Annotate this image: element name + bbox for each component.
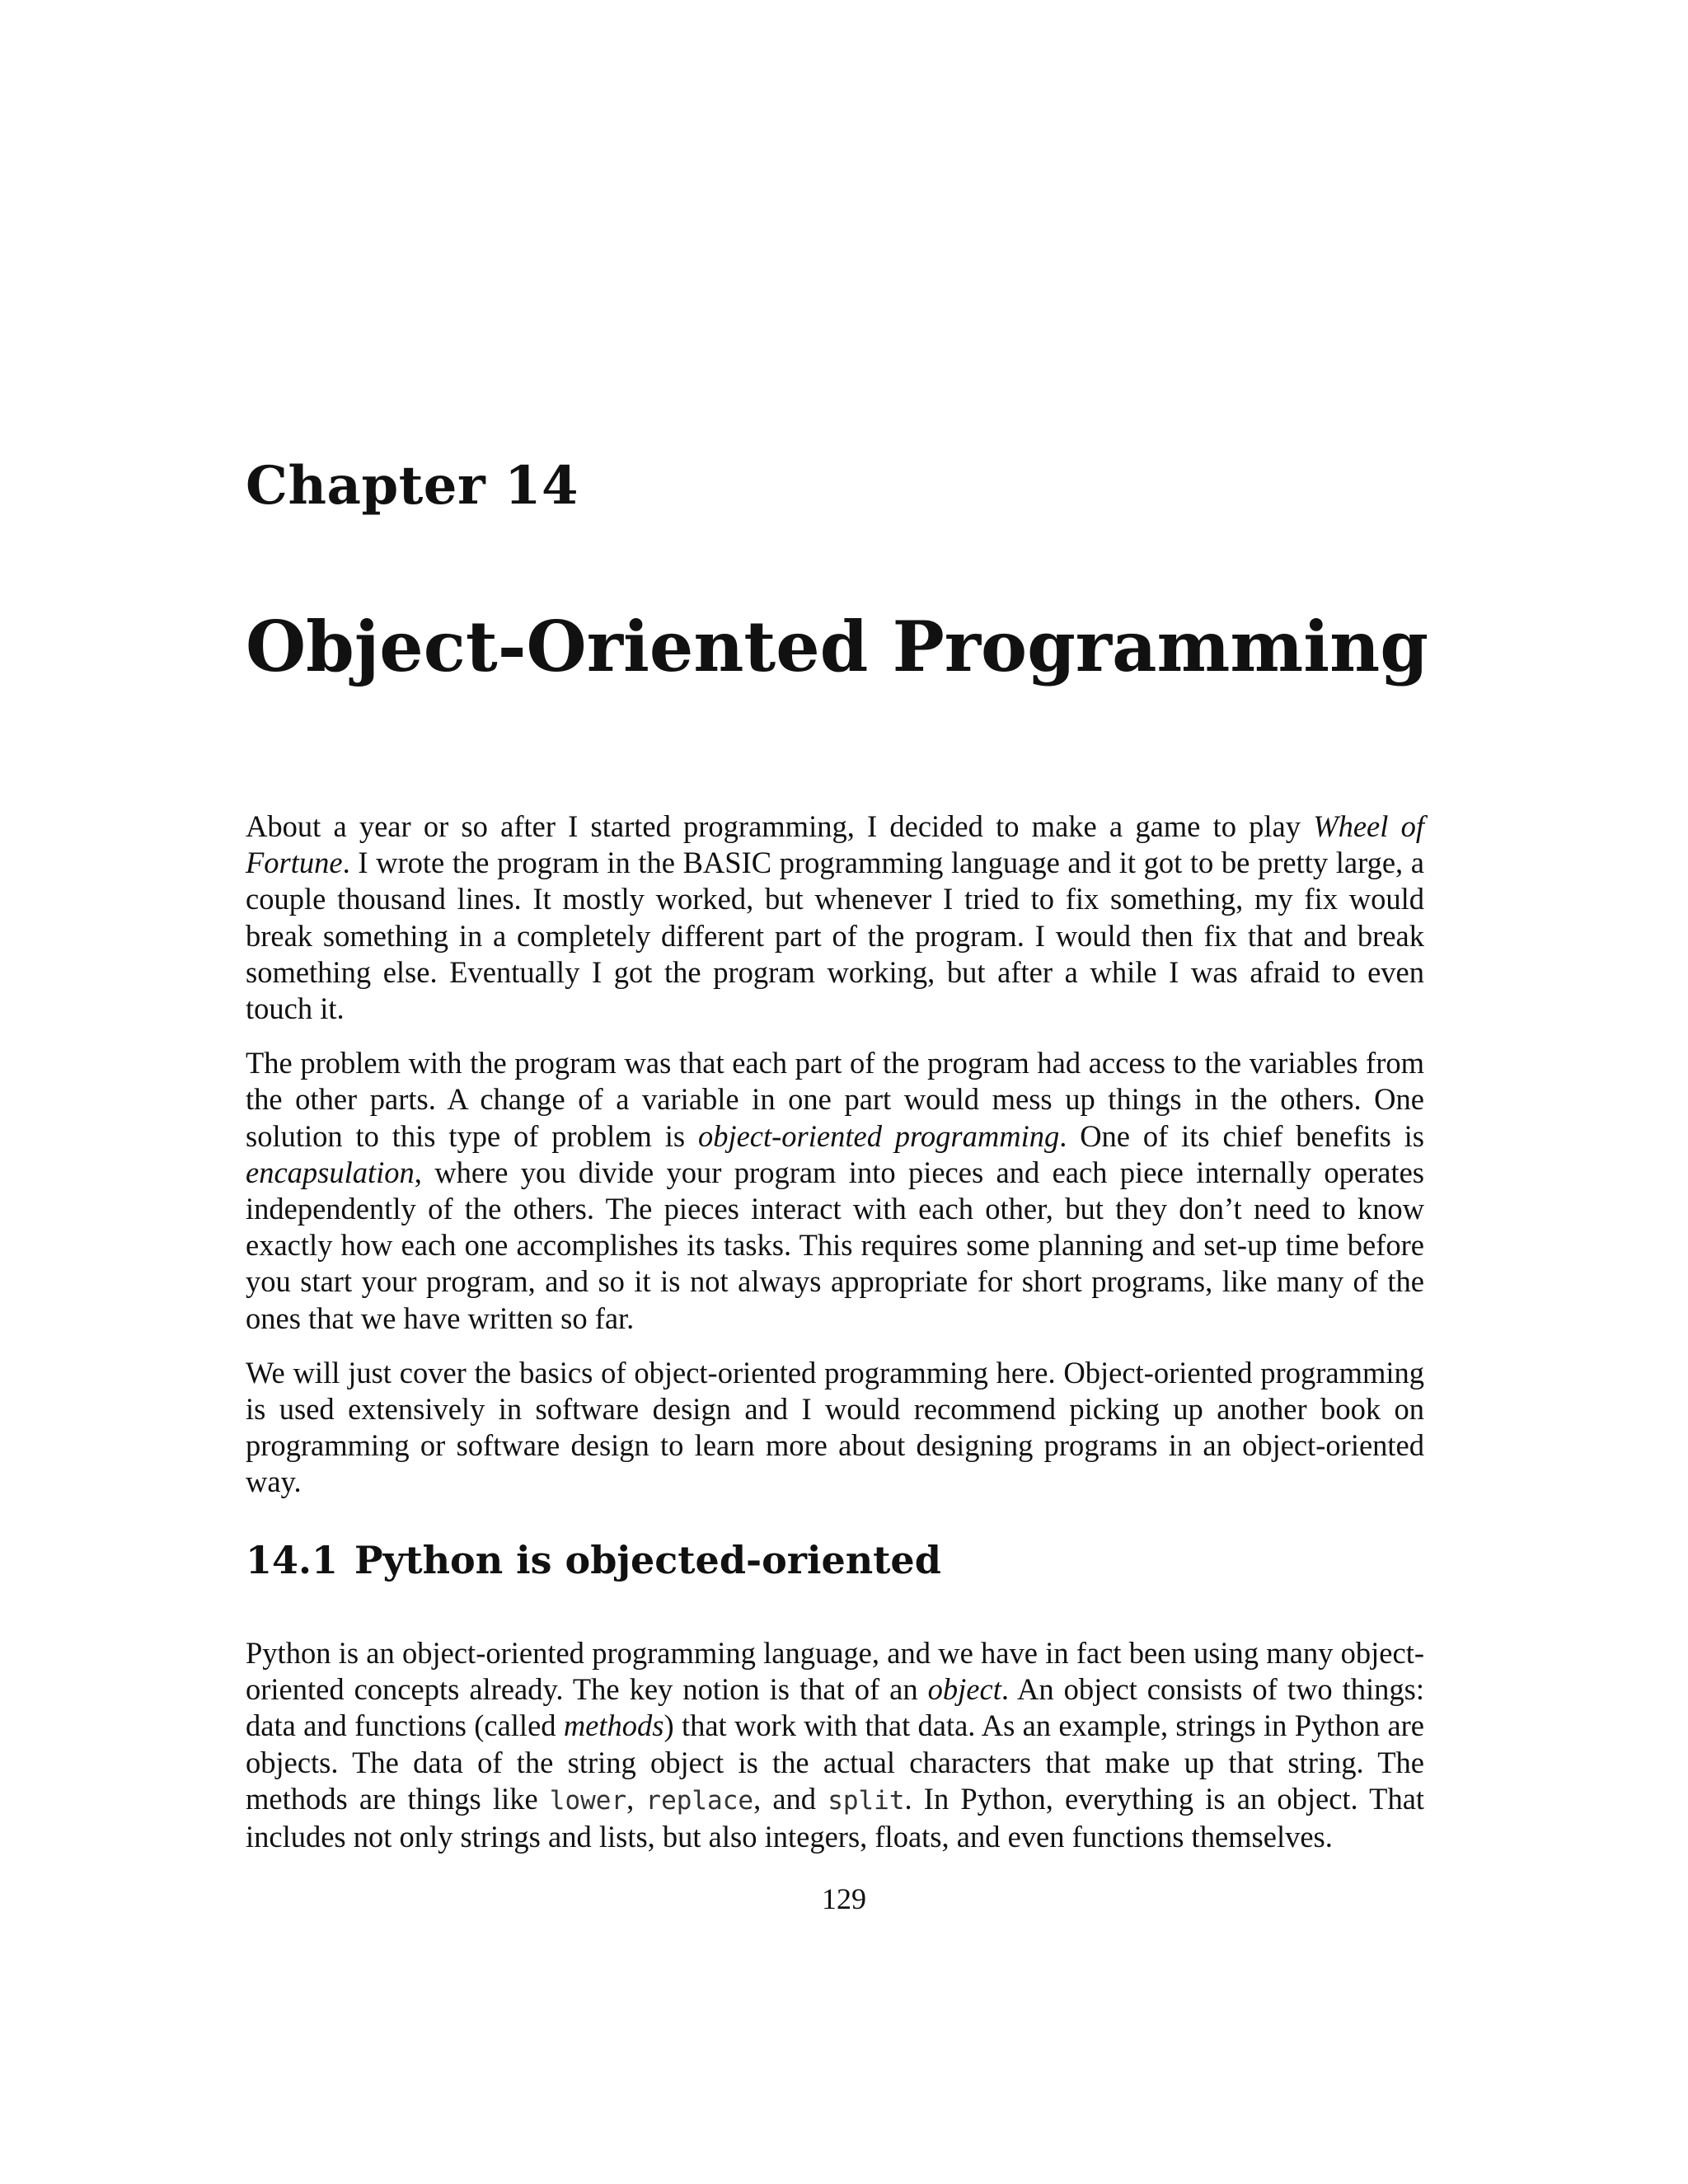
emphasis-wheel-of-fortune: Wheel of Fortune	[246, 809, 1424, 880]
chapter-label: Chapter 14	[246, 455, 579, 517]
emphasis-methods: methods	[563, 1708, 664, 1743]
section-title: Python is objected-oriented	[354, 1538, 941, 1582]
emphasis-oop: object-oriented programming	[697, 1118, 1060, 1153]
code-lower: lower	[549, 1785, 627, 1816]
chapter-title: Object-Oriented Programming	[246, 606, 1428, 687]
intro-paragraph-1: About a year or so after I started programming, I decided to make a game to play Wheel of Fortune. I wrote the program in the BASIC programming language and it got to be pretty large, a couple thousand lines. It mostly worked, but whenever I tried to fix something, my fix would break something in a completely different part of the program. I would then fix that and break something else. Eventually I got the program working, but after a while I was afraid to even touch it.	[246, 809, 1424, 1026]
section-heading	[246, 1538, 941, 1582]
emphasis-object: object	[927, 1672, 1001, 1707]
emphasis-encapsulation: encapsulation	[246, 1155, 415, 1189]
section-text	[246, 1635, 1424, 1873]
intro-text	[246, 808, 1424, 1519]
page-number: 129	[822, 1882, 866, 1915]
code-replace: replace	[645, 1785, 754, 1816]
code-split: split	[828, 1785, 905, 1816]
intro-paragraph-3: We will just cover the basics of object-oriented programming here. Object-oriented programming is used extensively in software design and I would recommend picking up another book on programming or software design to learn more about designing programs in an object-oriented way.	[246, 1355, 1424, 1499]
section-paragraph-1: Python is an object-oriented programming language, and we have in fact been using many object-oriented concepts already. The key notion is that of an object. An object consists of two things: data and functions (called methods) that work with that data. As an example, strings in Python are objects. The data of the string object is the actual characters that make up that string. The methods are things like lower, replace, and split. In Python, everything is an object. That includes not only strings and lists, but also integers, floats, and even functions themselves.	[246, 1636, 1425, 1854]
intro-paragraph-2: The problem with the program was that each part of the program had access to the variables from the other parts. A change of a variable in one part would mess up things in the others. One solution to this type of problem is object-oriented programming. One of its chief benefits is encapsulation, where you divide your program into pieces and each piece internally operates independently of the others. The pieces interact with each other, but they don’t need to know exactly how each one accomplishes its tasks. This requires some planning and set-up time before you start your program, and so it is not always appropriate for short programs, like many of the ones that we have written so far.	[246, 1046, 1425, 1335]
section-number: 14.1	[246, 1538, 339, 1582]
